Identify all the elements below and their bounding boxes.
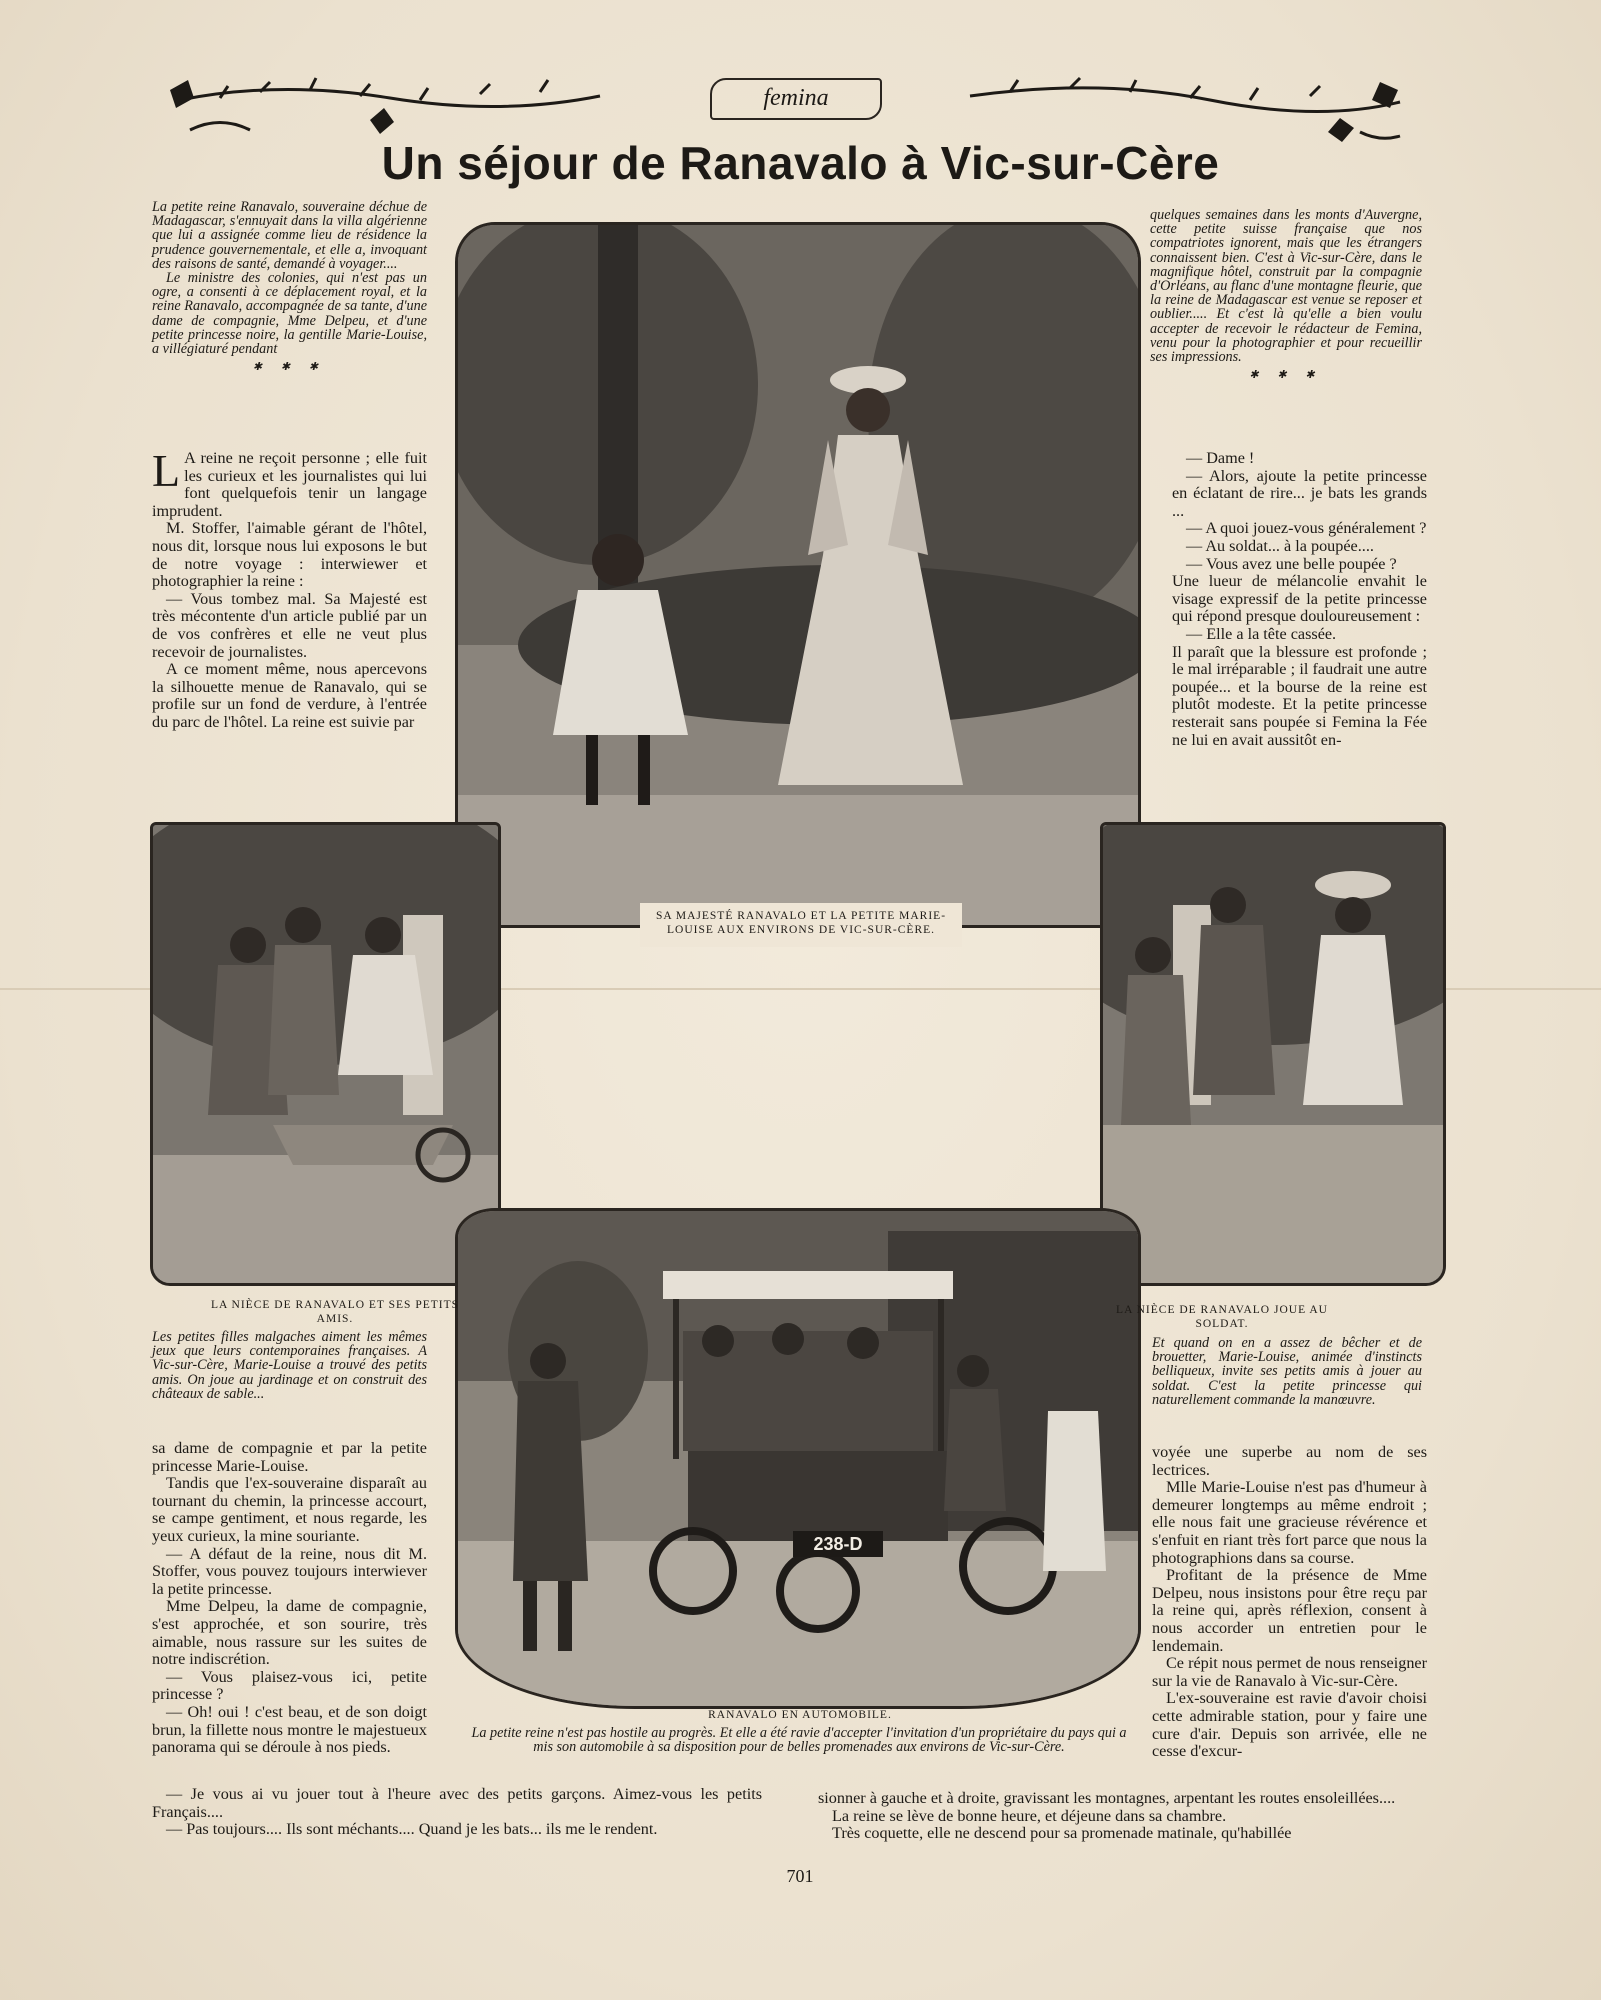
- bottom-right-wide-text: [818, 1790, 1424, 1843]
- lower-left-para-4: Mme Delpeu, la dame de compagnie, s'est approchée, et son sourire, très aimable, nous rassure sur les suites de notre indiscrétion.: [152, 1597, 427, 1669]
- bottom-right-wide-para-1: sionner à gauche et à droite, gravissant les montagnes, arpentant les routes ensoleillées....: [818, 1789, 1396, 1807]
- photo-children-soldiers: [1100, 822, 1446, 1286]
- lower-right-para-3: Profitant de la présence de Mme Delpeu, nous insistons pour être reçu par la reine qui, après réflexion, consent à nous accorder un entretien pour le lendemain.: [1152, 1566, 1427, 1655]
- dropcap-letter: L: [152, 445, 181, 496]
- center-caption-box: [640, 903, 962, 947]
- photo-automobile: [455, 1208, 1141, 1709]
- lower-left-para-5: — Vous plaisez-vous ici, petite princesse ?: [152, 1667, 427, 1704]
- intro-right-text: [1150, 208, 1422, 386]
- right-para-2: — Alors, ajoute la petite princesse en éclatant de rire... je bats les grands ...: [1172, 466, 1427, 520]
- right-para-5: — Vous avez une belle poupée ?: [1186, 554, 1397, 573]
- center-photo-caption: SA MAJESTÉ RANAVALO ET LA PETITE MARIE-LOUISE AUX ENVIRONS DE VIC-SUR-CÈRE.: [655, 910, 947, 936]
- right-photo-caption: LA NIÈCE DE RANAVALO JOUE AU SOLDAT.: [1116, 1304, 1328, 1330]
- left-para-3: A ce moment même, nous apercevons la silhouette menue de Ranavalo, qui se profile sur un fond de verdure, à l'entrée du parc de l'hôtel. La reine est suivie par: [152, 660, 427, 731]
- left-para-2: — Vous tombez mal. Sa Majesté est très mécontente d'un article publié par un de vos confrères et elle ne veut plus recevoir de journalistes.: [152, 589, 427, 661]
- lower-right-body-column: [1152, 1444, 1427, 1761]
- separator-stars: ✱ ✱ ✱: [252, 361, 327, 374]
- lower-left-para-1: sa dame de compagnie et par la petite princesse Marie-Louise.: [152, 1439, 427, 1475]
- lower-left-para-2: Tandis que l'ex-souveraine disparaît au tournant du chemin, la princesse accourt, se campe gentiment, et nous regarde, les yeux curieux, la mine souriante.: [152, 1474, 427, 1545]
- lower-right-para-4: Ce répit nous permet de nous renseigner sur la vie de Ranavalo à Vic-sur-Cère.: [1152, 1654, 1427, 1690]
- intro-left-text: [152, 200, 427, 378]
- right-para-3: — A quoi jouez-vous généralement ?: [1186, 519, 1427, 538]
- page-number: 701: [786, 1866, 814, 1886]
- lower-left-body-column: [152, 1440, 427, 1757]
- separator-stars-right: ✱ ✱ ✱: [1249, 369, 1323, 382]
- lower-right-para-2: Mlle Marie-Louise n'est pas d'humeur à demeurer longtemps au même endroit ; elle nous fait une gracieuse révérence et s'enfuit en riant très fort parce que nous la photographions dans sa course.: [1152, 1478, 1427, 1567]
- femina-masthead: femina: [710, 78, 882, 120]
- lower-right-para-5: L'ex-souveraine est ravie d'avoir choisi cette admirable station, pour y faire une cure d'air. Depuis son arrivée, elle ne cesse d'excur-: [1152, 1689, 1427, 1761]
- bottom-left-wide-para-2: — Pas toujours.... Ils sont méchants.... Quand je les bats... ils me le rendent.: [166, 1820, 658, 1839]
- left-photo-caption-text: Les petites filles malgaches aiment les mêmes jeux que leurs contemporaines françaises. A Vic-sur-Cère, Marie-Louise a trouvé des petits amis. On joue au jardinage et on construit des châteaux de sable...: [152, 1329, 427, 1402]
- bottom-photo-caption-text: La petite reine n'est pas hostile au progrès. Et elle a été ravie d'accepter l'invitation d'un propriétaire du pays qui a mis son automobile à sa disposition pour de belles promenades aux environs de Vic-sur-Cère.: [471, 1725, 1127, 1756]
- bottom-right-wide-para-3: Très coquette, elle ne descend pour sa promenade matinale, qu'habillée: [832, 1824, 1292, 1843]
- right-para-4: — Au soldat... à la poupée....: [1186, 536, 1374, 555]
- intro-left-para-2: Le ministre des colonies, qui n'est pas un ogre, a consenti à ce déplacement royal, et la reine Ranavalo, accompagnée de sa tante, d'une dame de compagnie, Mme Delpeu, et d'une petite princesse noire, la gentille Marie-Louise, a villégiaturé pendant: [152, 270, 427, 358]
- bottom-left-wide-text: [152, 1786, 762, 1839]
- lower-left-para-6: — Oh! oui ! c'est beau, et de son doigt brun, la fillette nous montre le majestueux panorama qui se déroule à nos pieds.: [152, 1702, 427, 1757]
- bottom-photo-caption: RANAVALO EN AUTOMOBILE.: [708, 1709, 892, 1721]
- photo-children-wheelbarrow: [150, 822, 501, 1286]
- left-first-para: A reine ne reçoit personne ; elle fuit les curieux et les journalistes qui lui font quelquefois tenir un langage imprudent.: [152, 449, 427, 520]
- right-para-7: — Elle a la tête cassée.: [1186, 624, 1337, 643]
- right-photo-caption-text: Et quand on en a assez de bêcher et de brouetter, Marie-Louise, animée d'instincts belliqueux, invite ses petits amis à jouer au soldat. C'est la petite princesse qui naturellement commande la manœuvre.: [1152, 1335, 1422, 1408]
- left-body-column: [152, 445, 427, 732]
- lower-left-para-3: — A défaut de la reine, nous dit M. Stoffer, vous pouvez toujours interwiever la petite princesse.: [152, 1544, 427, 1598]
- bottom-right-wide-para-2: La reine se lève de bonne heure, et déjeune dans sa chambre.: [832, 1806, 1227, 1825]
- right-para-8: Il paraît que la blessure est profonde ; le mal irréparable ; il faudrait une autre poupée... et la bourse de la reine est plutôt modeste. Et la petite princesse resterait sans poupée si Femina la Fée ne lui en avait aussitôt en-: [1172, 642, 1427, 749]
- intro-right-para: quelques semaines dans les monts d'Auvergne, cette petite suisse française que nos compatriotes ignorent, mais que les étrangers connaissent bien. C'est à Vic-sur-Cère, dans le magnifique hôtel, construit par la compagnie d'Orléans, au flanc d'une montagne fleurie, que la reine de Madagascar est venue se reposer et oublier..... Et c'est là qu'elle a bien voulu accepter de recevoir le rédacteur de Femina, venu pour la photographier et pour recueillir ses impressions.: [1150, 207, 1422, 366]
- left-photo-caption: LA NIÈCE DE RANAVALO ET SES PETITS AMIS.: [210, 1299, 460, 1325]
- lower-right-para-1: voyée une superbe au nom de ses lectrices.: [1152, 1443, 1427, 1479]
- photo-queen-and-princess: [455, 222, 1141, 928]
- right-para-6: Une lueur de mélancolie envahit le visage expressif de la petite princesse qui répond presque douloureusement :: [1172, 572, 1427, 626]
- photo-automobile-image: [458, 1211, 1138, 1706]
- intro-left-para-1: La petite reine Ranavalo, souveraine déchue de Madagascar, s'ennuyait dans la villa algérienne que lui a assignée comme lieu de résidence la prudence gouvernementale, et elle a, invoquant des raisons de santé, demandé à voyager....: [152, 199, 427, 272]
- bottom-left-wide-para-1: — Je vous ai vu jouer tout à l'heure avec des petits garçons. Aimez-vous les petits Français....: [152, 1785, 762, 1821]
- right-para-1: — Dame !: [1186, 449, 1255, 467]
- photo-children-wheelbarrow-image: [153, 825, 498, 1283]
- photo-queen-and-princess-image: [458, 225, 1138, 925]
- left-para-1: M. Stoffer, l'aimable gérant de l'hôtel, nous dit, lorsque nous lui exposons le but de notre voyage : interwiewer et photographier la reine :: [152, 519, 427, 591]
- article-title: Un séjour de Ranavalo à Vic-sur-Cère: [381, 137, 1220, 189]
- photo-children-soldiers-image: [1103, 825, 1443, 1283]
- license-plate: 238-D: [813, 1534, 863, 1554]
- right-body-column: [1172, 450, 1427, 749]
